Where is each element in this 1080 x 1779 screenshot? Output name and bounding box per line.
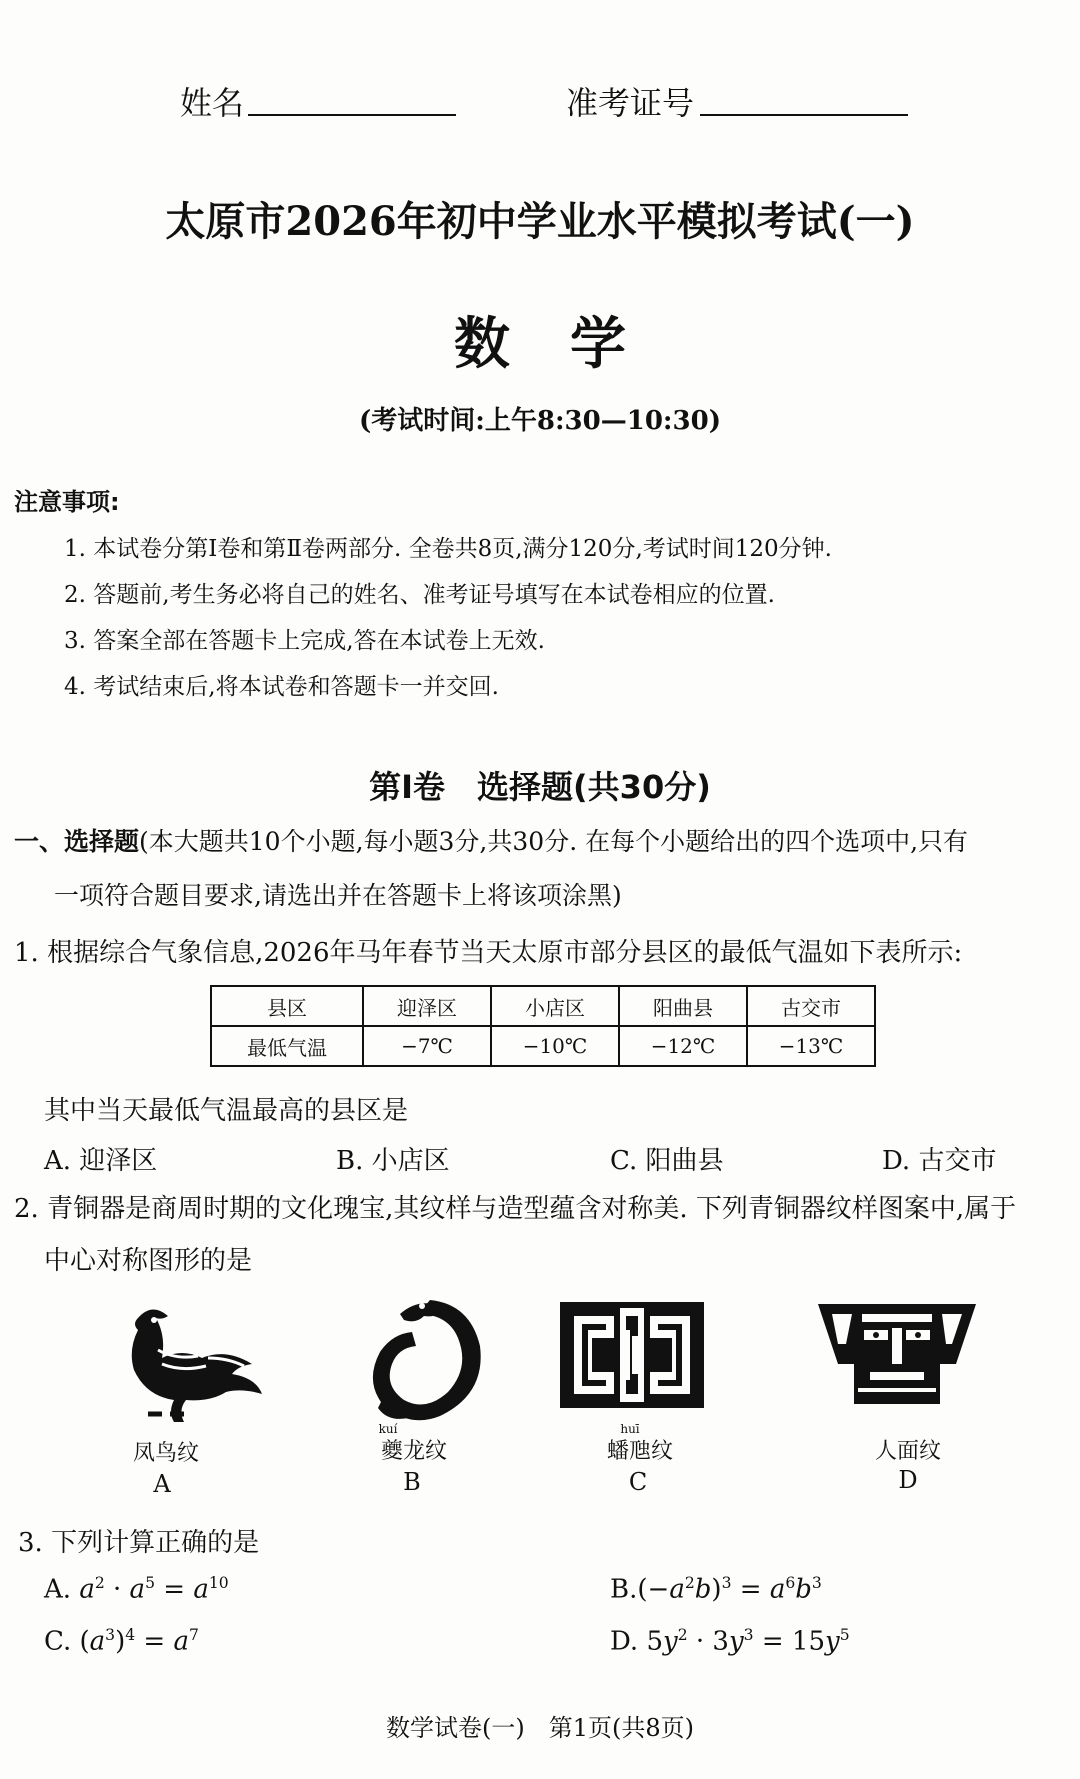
exam-time: (考试时间:上午8:30—10:30) (358, 406, 722, 436)
human-face-pattern-figure[interactable] (814, 1298, 980, 1410)
name-label: 姓名 (180, 84, 245, 122)
notice-item-2: 2. 答题前,考生务必将自己的姓名、准考证号填写在本试卷相应的位置. (64, 582, 775, 608)
figure-a-caption: 凤鸟纹 (132, 1441, 199, 1466)
question-1-option-c[interactable]: C. 阳曲县 (610, 1146, 724, 1176)
question-1-option-a[interactable]: A. 迎泽区 (44, 1146, 158, 1176)
question-1-option-d[interactable]: D. 古交市 (882, 1146, 997, 1176)
notice-item-3: 3. 答案全部在答题卡上完成,答在本试卷上无效. (64, 628, 545, 654)
notice-item-1: 1. 本试卷分第Ⅰ卷和第Ⅱ卷两部分. 全卷共8页,满分120分,考试时间120分钟. (64, 536, 832, 562)
table-row (211, 1026, 875, 1066)
table-cell: −12℃ (619, 1026, 747, 1066)
kui-dragon-pattern-figure[interactable] (360, 1292, 490, 1432)
option-label: B. (610, 1574, 638, 1605)
page-footer: 数学试卷(一) 第1页(共8页) (386, 1714, 694, 1742)
section-instructions-text: (本大题共10个小题,每小题3分,共30分. 在每个小题给出的四个选项中,只有 (139, 827, 969, 856)
table-header-cell: 古交市 (747, 986, 875, 1026)
table-cell: −13℃ (747, 1026, 875, 1066)
section-heading: 一、选择题 (14, 827, 140, 856)
figure-c-pinyin: huī (620, 1422, 640, 1436)
table-header-row (211, 986, 875, 1026)
section-instructions-1 (14, 822, 968, 858)
table-header-cell: 县区 (211, 986, 363, 1026)
table-cell: −7℃ (363, 1026, 491, 1066)
figure-a-letter[interactable]: A (153, 1470, 171, 1498)
figure-c-letter[interactable]: C (628, 1468, 648, 1496)
figure-b-caption: 夔龙纹 (380, 1439, 447, 1464)
question-3-stem: 3. 下列计算正确的是 (18, 1528, 260, 1558)
exam-title: 太原市2026年初中学业水平模拟考试(一) (165, 198, 915, 245)
section-title: 第Ⅰ卷 选择题(共30分) (369, 768, 711, 806)
question-3-option-c[interactable]: C. $(a^3)^4 = a^7$ (44, 1626, 199, 1657)
name-blank[interactable] (248, 114, 456, 116)
table-header-cell: 小店区 (491, 986, 619, 1026)
section-instructions-2: 一项符合题目要求,请选出并在答题卡上将该项涂黑) (54, 881, 622, 910)
question-1-stem: 1. 根据综合气象信息,2026年马年春节当天太原市部分县区的最低气温如下表所示: (14, 938, 963, 968)
exam-number-label: 准考证号 (566, 84, 695, 122)
option-label: A. (44, 1574, 72, 1605)
panhui-pattern-figure[interactable] (556, 1298, 708, 1412)
table-cell: −10℃ (491, 1026, 619, 1066)
question-2-stem-line-1: 2. 青铜器是商周时期的文化瑰宝,其纹样与造型蕴含对称美. 下列青铜器纹样图案中,属于 (14, 1194, 1017, 1224)
option-label: C. (44, 1626, 72, 1657)
question-1-option-b[interactable]: B. 小店区 (336, 1146, 450, 1176)
figure-b-letter[interactable]: B (403, 1468, 421, 1496)
figure-c-caption: 蟠虺纹 (606, 1439, 673, 1464)
question-3-option-a[interactable]: A. $a^2 \cdot a^5 = a^{10}$ (44, 1574, 229, 1605)
question-3-option-b[interactable]: $B.(-a^2b)^3 = a^6b^3$ (610, 1574, 822, 1605)
table-header-cell: 迎泽区 (363, 986, 491, 1026)
figure-b-pinyin: kuí (378, 1422, 398, 1436)
figure-d-letter[interactable]: D (898, 1466, 918, 1494)
option-label: D. (610, 1626, 639, 1657)
table-header-cell: 阳曲县 (619, 986, 747, 1026)
subject-title: 数学 (454, 312, 686, 377)
temperature-table (210, 985, 876, 1067)
question-1-ask: 其中当天最低气温最高的县区是 (44, 1096, 409, 1126)
question-3-option-d[interactable]: D. $5y^2 \cdot 3y^3 = 15y^5$ (610, 1626, 850, 1657)
exam-number-blank[interactable] (700, 114, 908, 116)
phoenix-pattern-figure[interactable] (118, 1298, 278, 1430)
notice-item-4: 4. 考试结束后,将本试卷和答题卡一并交回. (64, 674, 499, 700)
figure-d-caption: 人面纹 (874, 1439, 941, 1464)
table-cell: 最低气温 (211, 1026, 363, 1066)
question-2-stem-line-2: 中心对称图形的是 (44, 1246, 253, 1276)
notice-title: 注意事项: (14, 488, 120, 516)
